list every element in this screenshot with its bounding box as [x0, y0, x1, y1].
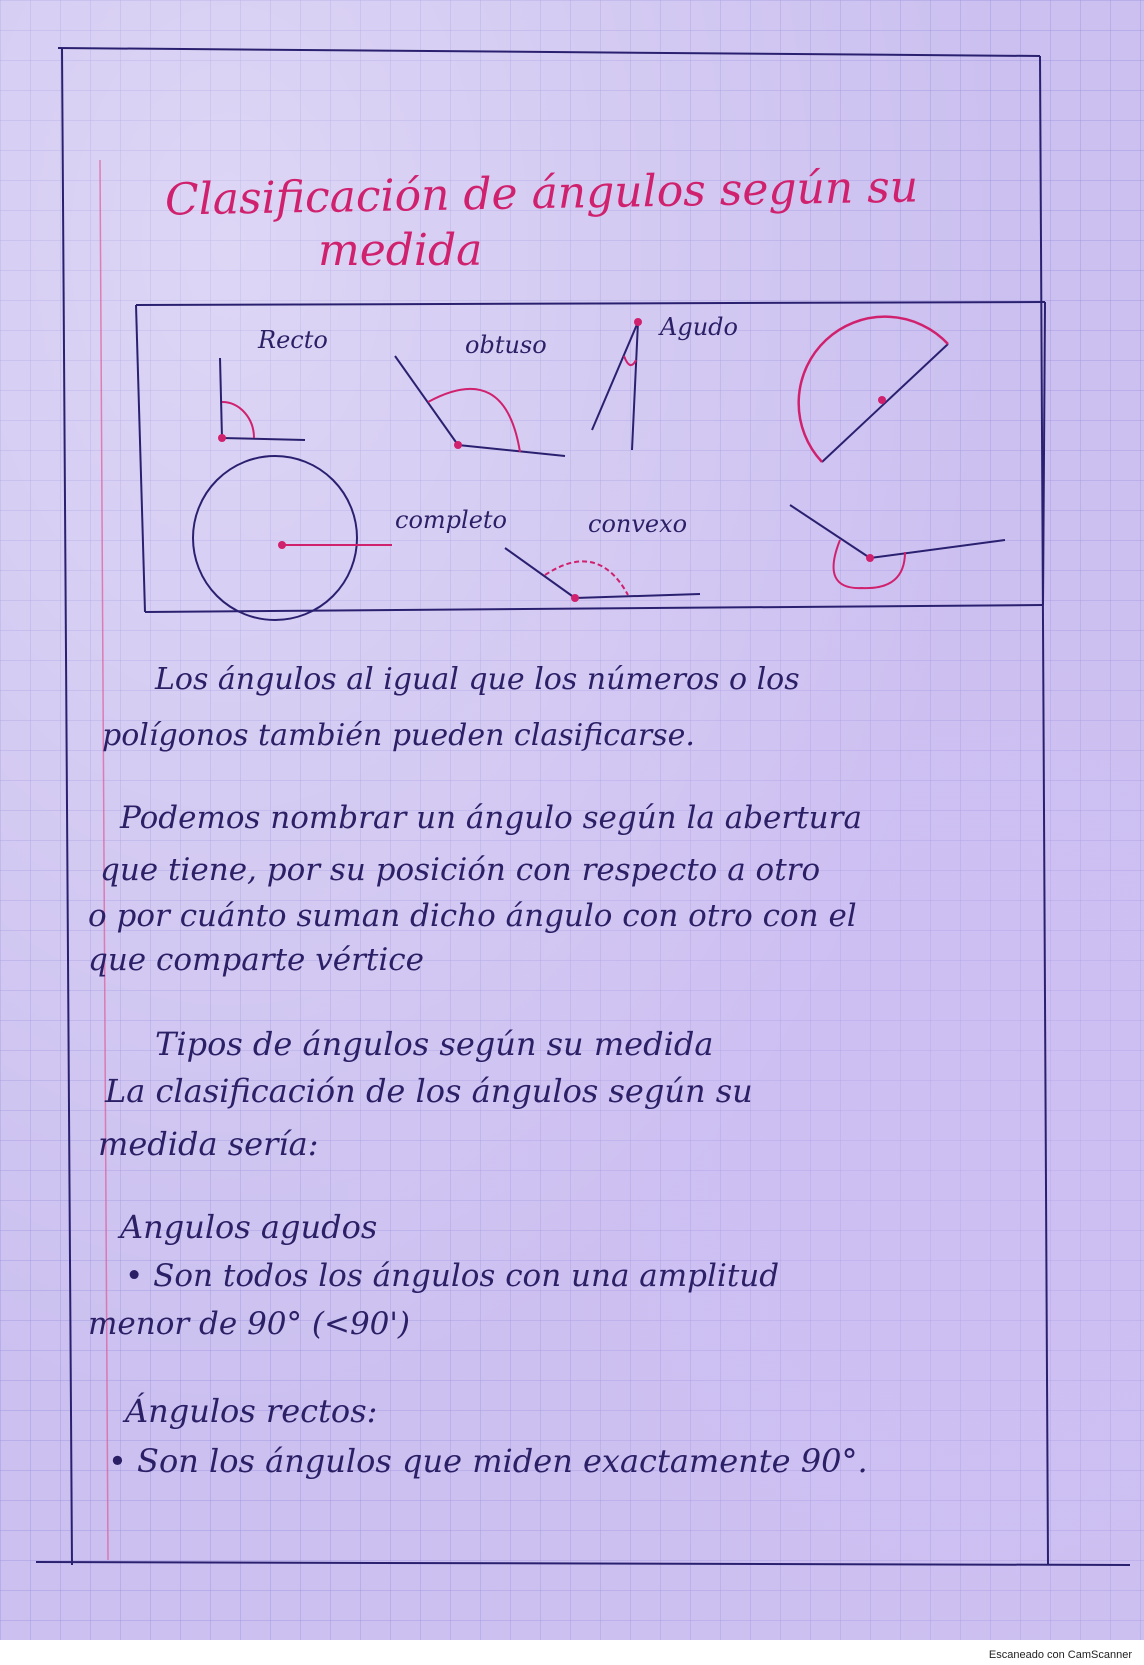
obtuse-angle-drawing [395, 356, 565, 456]
p1-line-1: Los ángulos al igual que los números o los [155, 662, 800, 697]
acute-angle-drawing [592, 318, 642, 450]
label-obtuso: obtuso [465, 331, 547, 359]
label-convexo: convexo [588, 510, 688, 538]
full-angle-drawing [193, 456, 392, 620]
page-title-line-1: Clasificación de ángulos según su [164, 161, 919, 226]
rectos-heading: Ángulos rectos: [125, 1392, 378, 1430]
page-title-line-2: medida [318, 225, 483, 276]
label-agudo: Agudo [660, 313, 738, 341]
label-recto: Recto [258, 326, 328, 354]
convex-angle-drawing [505, 548, 700, 602]
p3-heading: Tipos de ángulos según su medida [155, 1025, 714, 1063]
agudos-bullet: • Son todos los ángulos con una amplitud [125, 1258, 780, 1294]
p2-line-3: o por cuánto suman dicho ángulo con otro con el [88, 898, 857, 934]
p2-line-2: que tiene, por su posición con respecto a otro [100, 852, 821, 888]
straight-angle-drawing [799, 317, 948, 462]
right-angle-drawing [218, 358, 305, 442]
p2-line-4: que comparte vértice [88, 942, 424, 978]
agudos-heading: Angulos agudos [120, 1208, 378, 1246]
right-border [1040, 56, 1048, 1565]
left-border [62, 48, 72, 1565]
bottom-border [36, 1562, 1130, 1565]
p2-line-1: Podemos nombrar un ángulo según la abertura [120, 800, 862, 836]
top-border [58, 48, 1040, 56]
agudos-cont: menor de 90° (<90') [88, 1306, 411, 1342]
p3-line-2: La clasificación de los ángulos según su [105, 1072, 753, 1110]
rectos-bullet: • Son los ángulos que miden exactamente 90°. [108, 1442, 868, 1480]
p1-line-2: polígonos también pueden clasificarse. [102, 718, 695, 753]
scanner-watermark: Escaneado con CamScanner [988, 1649, 1132, 1661]
label-completo: completo [395, 506, 507, 534]
reflex-angle-drawing [790, 505, 1005, 588]
p3-line-3: medida sería: [98, 1125, 319, 1163]
